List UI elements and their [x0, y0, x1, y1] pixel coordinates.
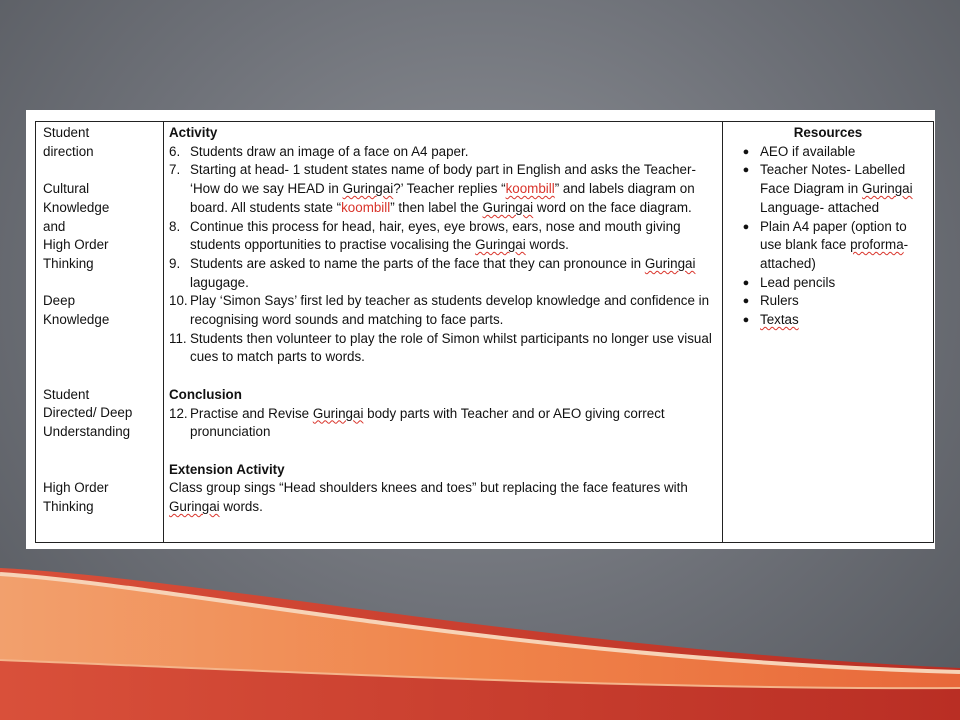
spellcheck-word: Guringai [312, 405, 364, 421]
bullet-icon: ● [742, 295, 750, 308]
spellcheck-word: proforma [850, 237, 904, 253]
resources-list [728, 143, 928, 330]
activity-heading: Activity [169, 125, 218, 140]
label-deep-knowledge: Deep Knowledge [43, 293, 110, 327]
decorative-ribbon [0, 560, 960, 720]
step-6: 6. Students draw an image of a face on A4 paper. [169, 143, 469, 159]
step-9: 9. Students are asked to name the parts of the face that they can pronounce in Guringai lagugage. [169, 255, 696, 290]
bullet-icon: ● [742, 145, 750, 158]
spellcheck-word: Guringai [482, 199, 534, 215]
label-student-direction: Student direction [43, 125, 94, 159]
list-item: ● Rulers [728, 292, 928, 311]
bullet-icon: ● [742, 164, 750, 177]
list-item: ● Teacher Notes- Labelled Face Diagram in Guringai Language- attached [728, 161, 928, 217]
bullet-icon: ● [742, 220, 750, 233]
step-7: 7. Starting at head- 1 student states name of body part in English and asks the Teacher- ‘How do we say HEAD in Guringai?’ Teacher replies “koombill” and labels diagram on board. All students state “koombill” then label the Guringai word on the face diagram. [169, 162, 696, 215]
bullet-icon: ● [742, 276, 750, 289]
spellcheck-word: Guringai [644, 255, 696, 271]
spellcheck-word: Guringai [169, 499, 220, 515]
step-8: 8. Continue this process for head, hair, eyes, eye brows, ears, nose and mouth giving students opportunities to practise vocalising the Guringai words. [169, 218, 681, 253]
list-item: ● Textas [728, 311, 928, 330]
lesson-plan-table [35, 121, 934, 543]
label-high-order-thinking: High Order Thinking [43, 480, 109, 514]
resources-column [723, 122, 934, 543]
table-row [36, 122, 934, 543]
step-10: 10. Play ‘Simon Says’ first led by teacher as students develop knowledge and confidence in recognising word sounds and matching to face parts. [169, 293, 710, 328]
conclusion-steps [169, 405, 717, 442]
spellcheck-word: Guringai [475, 237, 526, 253]
left-label-column [36, 122, 164, 543]
list-item: ● Lead pencils [728, 274, 928, 293]
resources-heading: Resources [793, 125, 863, 140]
label-student-directed: Student Directed/ Deep Understanding [43, 386, 133, 440]
activity-column [164, 122, 723, 543]
highlighted-word: koombill [505, 181, 555, 197]
label-cultural-knowledge: Cultural Knowledge and High Order Thinking [43, 181, 110, 271]
conclusion-heading: Conclusion [169, 386, 242, 402]
list-item: ● AEO if available [728, 143, 928, 162]
extension-text: Class group sings “Head shoulders knees and toes” but replacing the face features with Guringai words. [169, 480, 688, 515]
list-item: ● Plain A4 paper (option to use blank face proforma- attached) [728, 218, 928, 274]
step-12: 12. Practise and Revise Guringai body parts with Teacher and or AEO giving correct pronunciation [169, 405, 665, 440]
document-image [26, 110, 935, 549]
highlighted-word: koombill [341, 199, 391, 215]
activity-steps [169, 143, 717, 367]
extension-heading: Extension Activity [169, 461, 285, 477]
spellcheck-word: Guringai [861, 181, 913, 197]
bullet-icon: ● [742, 314, 750, 327]
spellcheck-word: Guringai [342, 181, 394, 197]
step-11: 11. Students then volunteer to play the role of Simon whilst participants no longer use visual cues to match parts to words. [169, 330, 712, 365]
